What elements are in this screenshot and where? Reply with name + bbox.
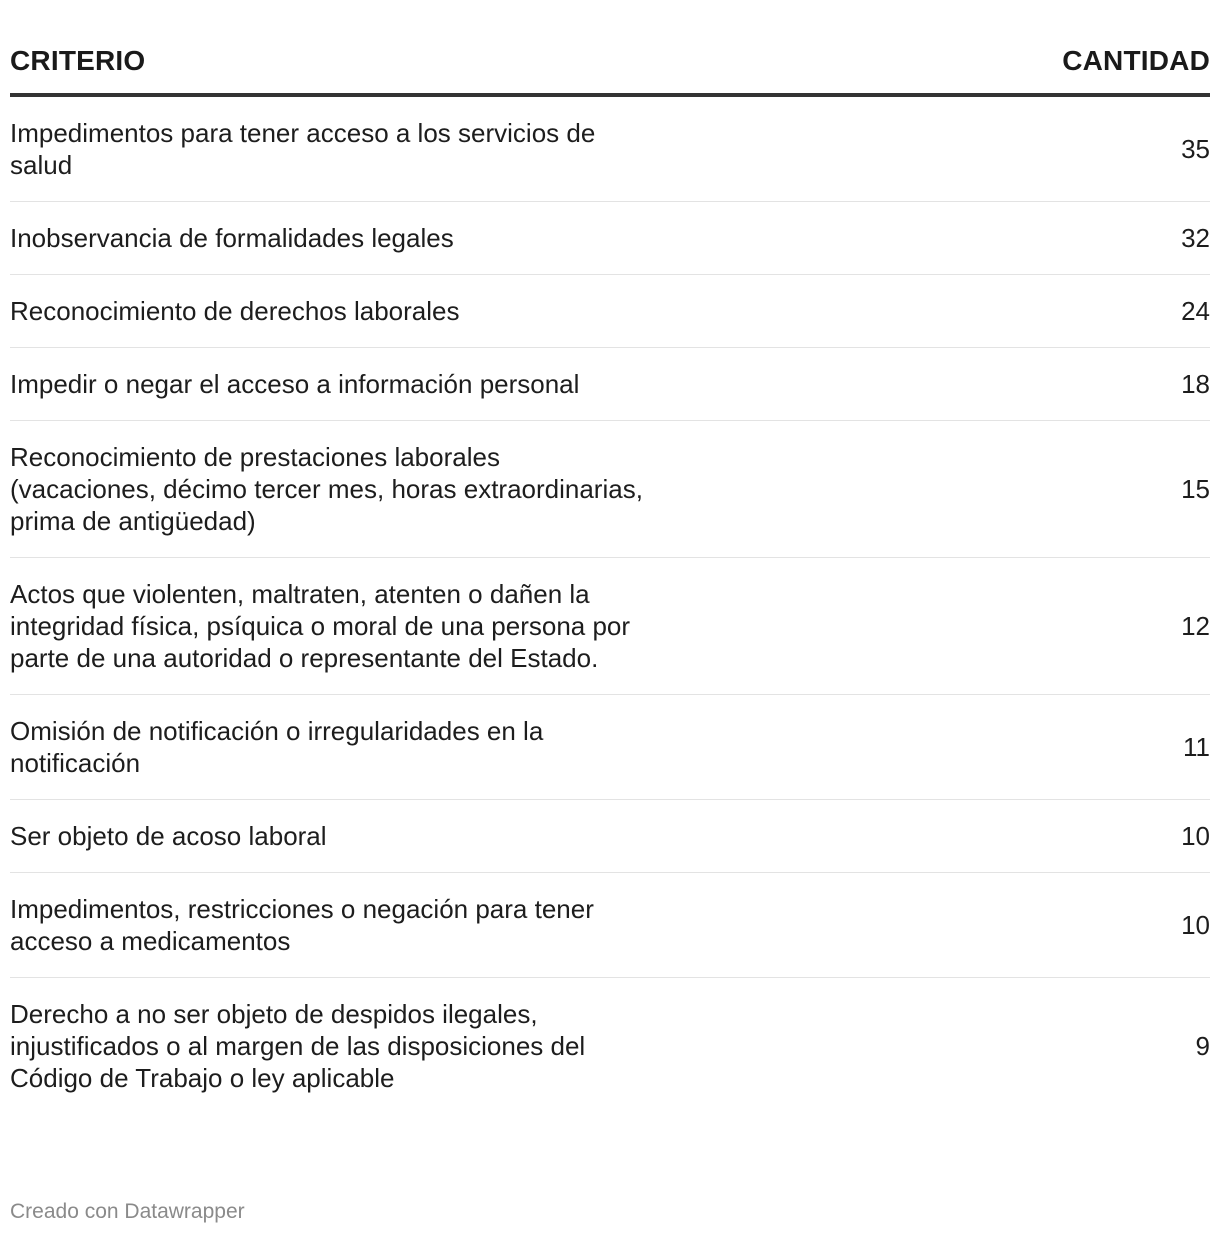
table-row xyxy=(10,873,1210,978)
table-row xyxy=(10,695,1210,800)
cantidad-cell: 11 xyxy=(1183,732,1210,762)
table-body xyxy=(10,97,1210,1114)
cantidad-cell: 18 xyxy=(1181,369,1210,399)
table-row xyxy=(10,97,1210,202)
table-row xyxy=(10,558,1210,695)
cantidad-cell: 24 xyxy=(1181,296,1210,326)
table-row xyxy=(10,800,1210,873)
criterio-cell: Ser objeto de acoso laboral xyxy=(10,821,327,851)
cantidad-cell: 35 xyxy=(1181,134,1210,164)
table-row xyxy=(10,348,1210,421)
criterio-cell: Impedimentos para tener acceso a los servicios de salud xyxy=(10,118,596,180)
column-header-cantidad: CANTIDAD xyxy=(1062,45,1210,76)
cantidad-cell: 10 xyxy=(1181,910,1210,940)
cantidad-cell: 10 xyxy=(1181,821,1210,851)
data-table xyxy=(10,0,1210,1114)
criterio-cell: Omisión de notificación o irregularidades en la notificación xyxy=(10,716,544,778)
criterio-cell: Inobservancia de formalidades legales xyxy=(10,223,454,253)
criterio-cell: Actos que violenten, maltraten, atenten o dañen la integridad física, psíquica o moral de una persona por parte de una autoridad o representante del Estado. xyxy=(10,579,631,673)
column-header-criterio: CRITERIO xyxy=(10,45,146,76)
cantidad-cell: 15 xyxy=(1181,474,1210,504)
cantidad-cell: 12 xyxy=(1181,611,1210,641)
table-row xyxy=(10,202,1210,275)
criterio-cell: Reconocimiento de derechos laborales xyxy=(10,296,460,326)
cantidad-cell: 9 xyxy=(1195,1031,1210,1061)
table-row xyxy=(10,978,1210,1114)
table-header xyxy=(10,0,1210,97)
criterio-cell: Impedir o negar el acceso a información personal xyxy=(10,369,580,399)
criterio-cell: Derecho a no ser objeto de despidos ilegales, injustificados o al margen de las disposiciones del Código de Trabajo o ley aplicable xyxy=(10,999,586,1093)
criterio-cell: Impedimentos, restricciones o negación para tener acceso a medicamentos xyxy=(10,894,594,956)
table-row xyxy=(10,421,1210,558)
datawrapper-credit: Creado con Datawrapper xyxy=(10,1200,245,1223)
criterio-cell: Reconocimiento de prestaciones laborales (vacaciones, décimo tercer mes, horas extraordinarias, prima de antigüedad) xyxy=(10,442,643,536)
cantidad-cell: 32 xyxy=(1181,223,1210,253)
table-row xyxy=(10,275,1210,348)
